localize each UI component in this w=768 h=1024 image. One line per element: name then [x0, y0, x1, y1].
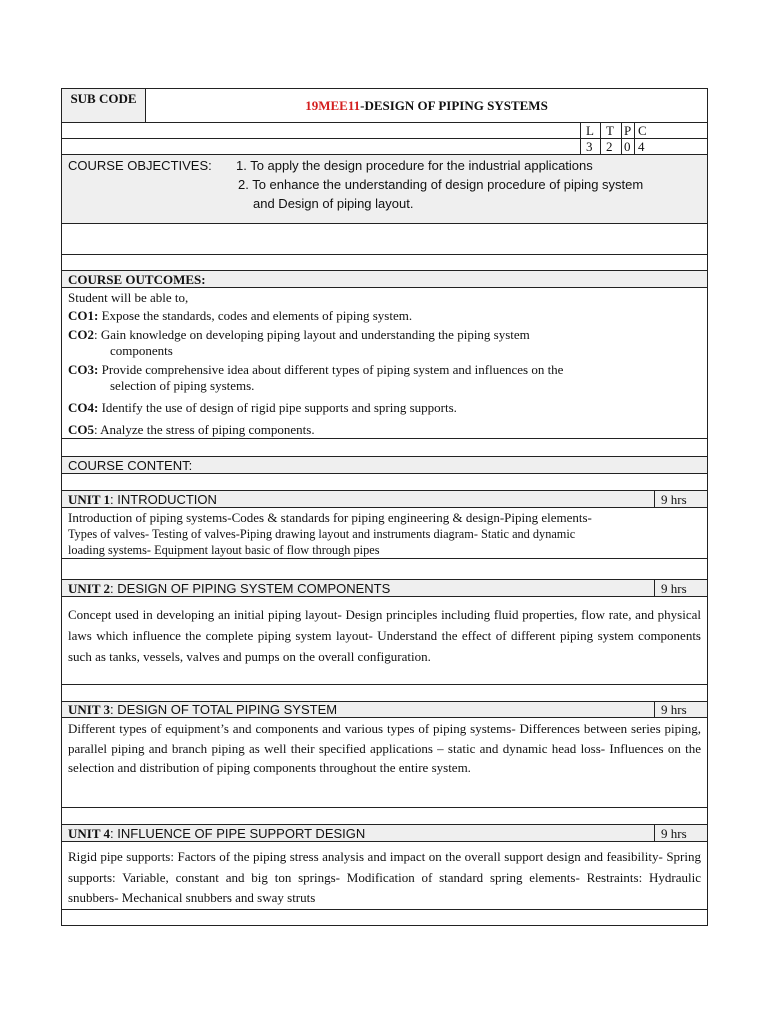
outcome-co2: [68, 327, 701, 359]
outcome-co3: [68, 362, 701, 394]
ltpc-values-row: [62, 139, 707, 155]
ltpc-value-c: 4: [634, 139, 707, 154]
spacer-row: [62, 808, 707, 825]
ltpc-header-l: L: [580, 123, 600, 138]
ltpc-header-t: T: [600, 123, 621, 138]
co1-label: CO1:: [68, 308, 99, 323]
co3-continuation: selection of piping systems.: [110, 378, 255, 393]
course-outcomes-section: [62, 288, 707, 439]
unit-1-heading: [68, 491, 217, 508]
spacer-row: [62, 255, 707, 271]
spacer-row: [62, 559, 707, 580]
course-code: 19MEE11: [305, 98, 361, 113]
unit-4-title: : INFLUENCE OF PIPE SUPPORT DESIGN: [110, 826, 366, 841]
sub-code-label: SUB CODE: [70, 91, 137, 106]
co2-label: CO2: [68, 327, 94, 342]
ltpc-value-l: 3: [580, 139, 600, 154]
co3-text: Provide comprehensive idea about different types of piping system and influences on the: [98, 362, 564, 377]
header-row: [62, 89, 707, 123]
unit-2-heading-row: [62, 580, 707, 597]
ltpc-header-p: P: [621, 123, 634, 138]
objective-2-line-1: 2. To enhance the understanding of design procedure of piping system: [238, 177, 644, 192]
unit-3-title: : DESIGN OF TOTAL PIPING SYSTEM: [110, 702, 338, 717]
spacer-row: [62, 685, 707, 702]
unit-2-title: : DESIGN OF PIPING SYSTEM COMPONENTS: [110, 581, 391, 596]
unit-2-label: UNIT 2: [68, 581, 111, 596]
unit-4-body-text: Rigid pipe supports: Factors of the piping stress analysis and impact on the overall support design and feasibility- Spring supports: Variable, constant and big ton springs- Modification of standard spring elements- Restraints: Hydraulic snubbers- Mechanical snubbers and sway struts: [68, 849, 701, 905]
unit-1-body: [62, 508, 707, 559]
spacer-row: [62, 910, 707, 925]
unit-2-body: [62, 597, 707, 685]
outcomes-intro: Student will be able to,: [68, 290, 189, 305]
ltpc-value-p: 0: [621, 139, 634, 154]
blank-row: [62, 224, 707, 255]
objective-2-line-2: and Design of piping layout.: [253, 196, 414, 211]
co4-label: CO4:: [68, 400, 99, 415]
course-content-heading: COURSE CONTENT:: [68, 458, 193, 473]
outcomes-heading: COURSE OUTCOMES:: [68, 272, 206, 287]
objectives-label: COURSE OBJECTIVES:: [68, 158, 212, 173]
outcome-co5: [68, 422, 701, 438]
co4-text: Identify the use of design of rigid pipe supports and spring supports.: [98, 400, 457, 415]
co5-text: : Analyze the stress of piping components.: [94, 422, 315, 437]
unit-3-heading: [68, 702, 337, 718]
co1-text: Expose the standards, codes and elements of piping system.: [98, 308, 413, 323]
outcome-co4: [68, 400, 701, 416]
course-objectives-section: [62, 155, 707, 224]
unit-3-heading-row: [62, 702, 707, 718]
co3-label: CO3:: [68, 362, 99, 377]
ltpc-header-c: C: [634, 123, 707, 138]
unit-1-hours: 9 hrs: [654, 491, 707, 507]
course-title: -DESIGN OF PIPING SYSTEMS: [360, 98, 548, 113]
unit-1-body-line-3: loading systems- Equipment layout basic of flow through pipes: [68, 543, 380, 557]
objective-1: 1. To apply the design procedure for the industrial applications: [236, 158, 593, 173]
unit-1-heading-row: [62, 491, 707, 508]
unit-4-hours: 9 hrs: [654, 825, 707, 841]
sub-code-cell: [62, 89, 145, 122]
co2-text: : Gain knowledge on developing piping layout and understanding the piping system: [94, 327, 530, 342]
ltpc-value-t: 2: [600, 139, 621, 154]
unit-4-heading: [68, 825, 365, 842]
syllabus-table: [61, 88, 708, 926]
co2-continuation: components: [110, 343, 173, 358]
outcome-co1: [68, 308, 701, 324]
unit-3-body-text: Different types of equipment’s and components and various types of piping systems- Differences between series piping, parallel piping and branch piping as well their specified applications – static and dynamic head loss- Influences on the selection and distribution of piping components throughout the entire system.: [68, 721, 701, 775]
co5-label: CO5: [68, 422, 94, 437]
course-content-heading-row: [62, 457, 707, 474]
unit-2-heading: [68, 580, 390, 597]
unit-2-hours: 9 hrs: [654, 580, 707, 596]
ltpc-header-row: [62, 123, 707, 139]
unit-1-label: UNIT 1: [68, 492, 111, 507]
course-outcomes-heading-row: [62, 271, 707, 288]
unit-3-hours: 9 hrs: [654, 702, 707, 717]
unit-1-title: : INTRODUCTION: [110, 492, 217, 507]
unit-1-body-line-2: Types of valves- Testing of valves-Piping drawing layout and instruments diagram- Static and dynamic: [68, 527, 576, 541]
unit-3-label: UNIT 3: [68, 702, 111, 717]
unit-1-body-line-1: Introduction of piping systems-Codes & standards for piping engineering & design-Piping elements-: [68, 510, 592, 525]
unit-3-body: [62, 718, 707, 808]
course-title-cell: [145, 89, 707, 122]
spacer-row: [62, 474, 707, 491]
unit-4-body: [62, 842, 707, 910]
unit-4-label: UNIT 4: [68, 826, 111, 841]
spacer-row: [62, 439, 707, 457]
unit-2-body-text: Concept used in developing an initial piping layout- Design principles including fluid properties, flow rate, and physical laws which influence the complete piping system layout- Understand the effect of different piping system components such as tanks, vessels, valves and pumps on the overall configuration.: [68, 607, 701, 664]
unit-4-heading-row: [62, 825, 707, 842]
